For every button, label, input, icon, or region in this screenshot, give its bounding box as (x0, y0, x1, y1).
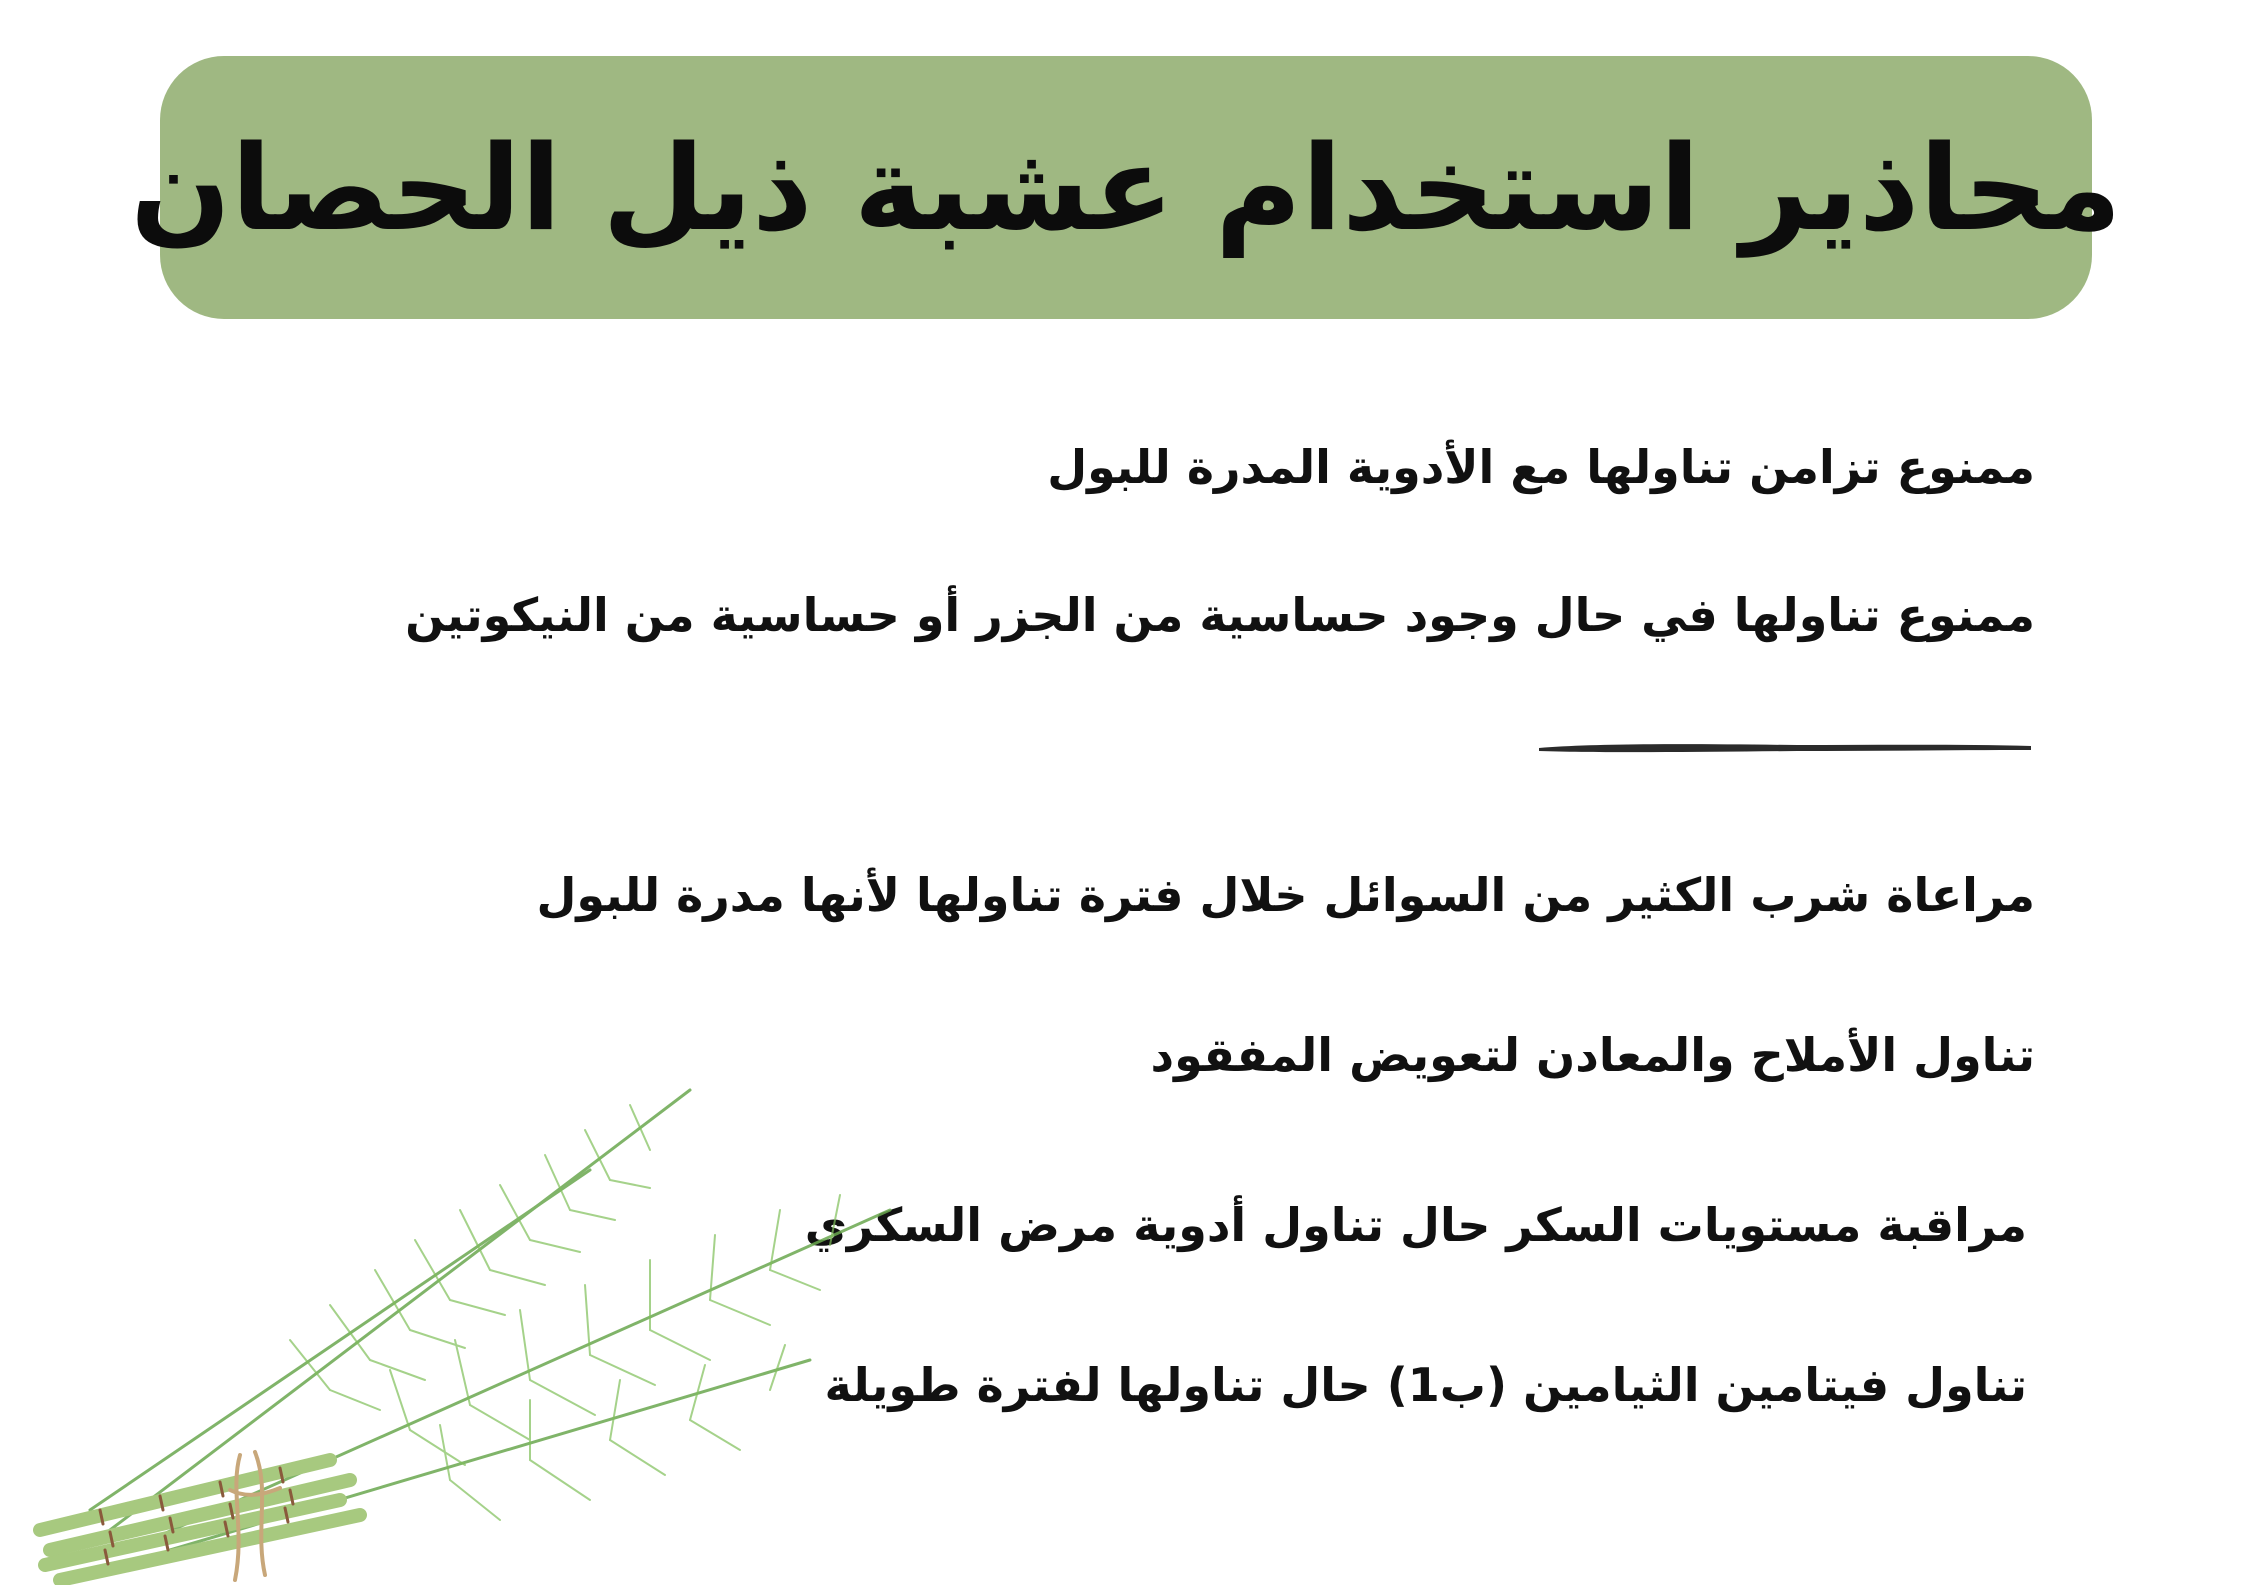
precaution-item: ممنوع تناولها في حال وجود حساسية من الجزر أو حساسية من النيكوتين (405, 588, 2035, 642)
precaution-item: تناول الأملاح والمعادن لتعويض المفقود (1150, 1028, 2035, 1082)
title-banner (130, 56, 2122, 319)
brush-divider (1537, 740, 2033, 756)
precaution-item: مراعاة شرب الكثير من السوائل خلال فترة تناولها لأنها مدرة للبول (536, 868, 2035, 922)
precaution-item: ممنوع تزامن تناولها مع الأدوية المدرة للبول (1047, 440, 2035, 494)
precaution-item: مراقبة مستويات السكر حال تناول أدوية مرض السكري (804, 1198, 2027, 1252)
precaution-item: تناول فيتامين الثيامين (ب1) حال تناولها لفترة طويلة (824, 1358, 2027, 1412)
horsetail-plant-image (30, 1060, 910, 1585)
page-title: محاذير استخدام عشبة ذيل الحصان (130, 118, 2122, 257)
